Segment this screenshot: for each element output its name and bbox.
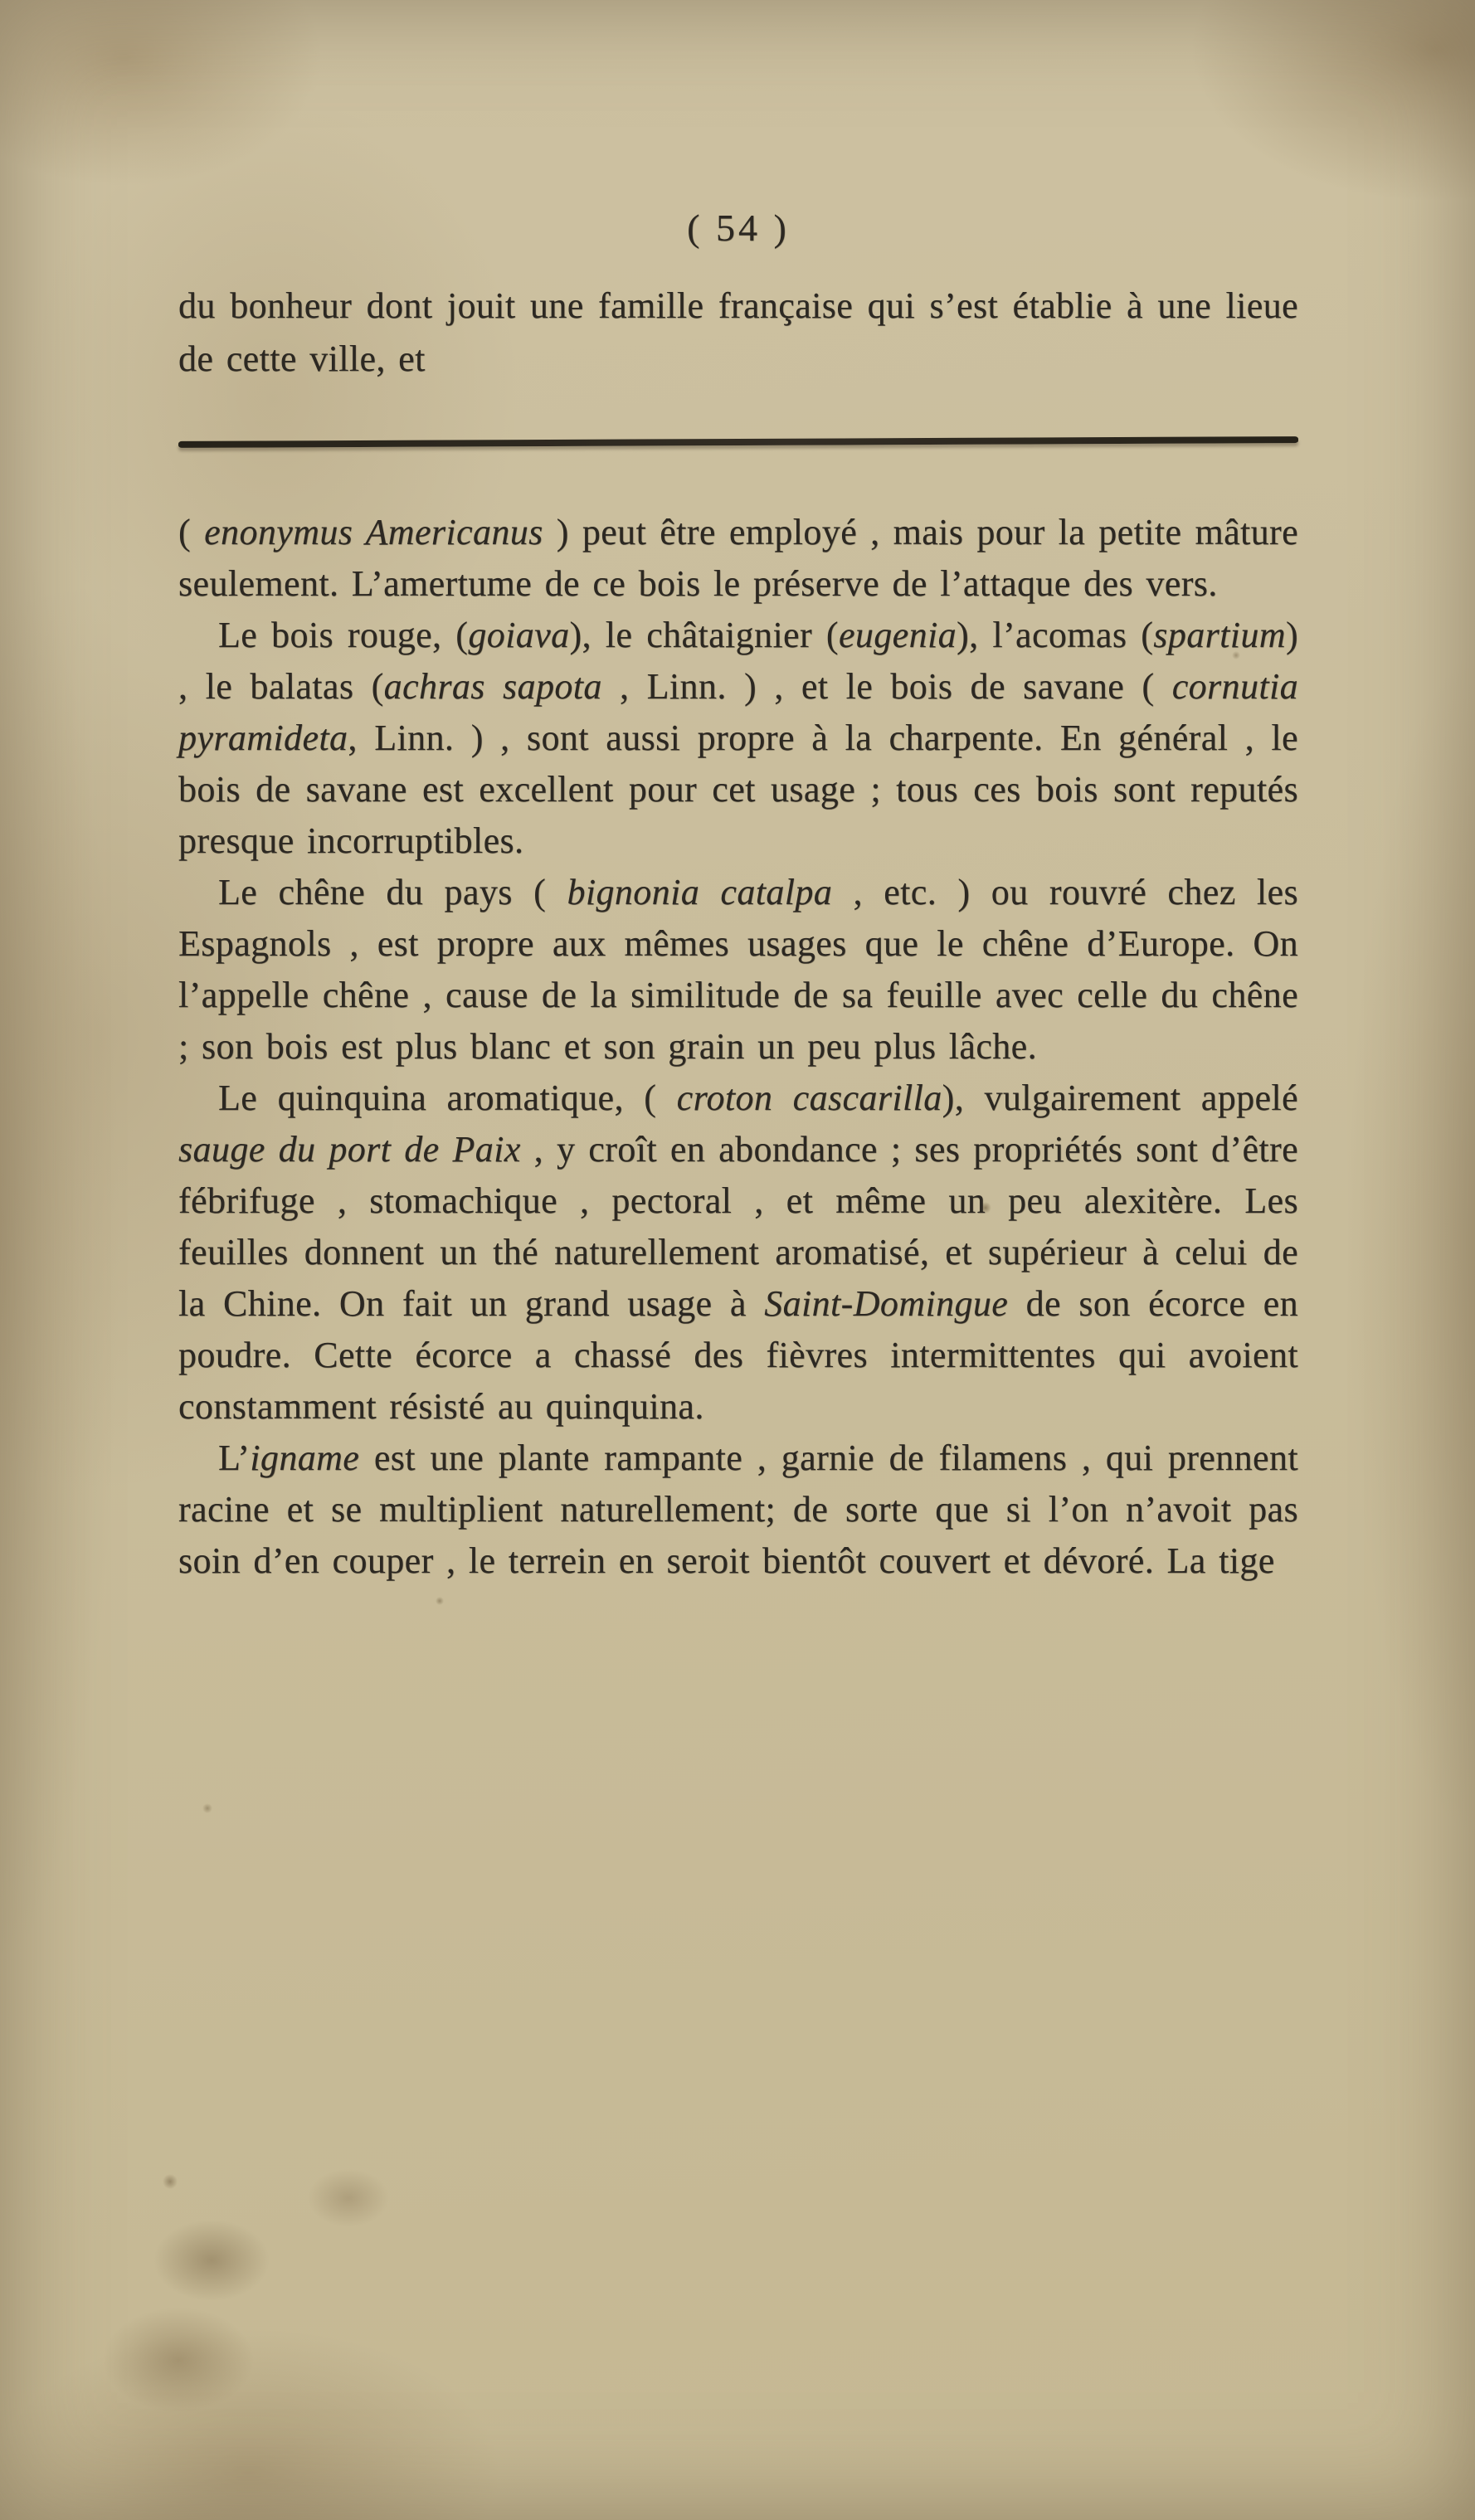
text-run: est une plante rampante , garnie de filamens , qui prennent racine et se multiplient naturellement; de sorte que si l’on n’avoit pas soin d’en couper , le terrein en seroit bientôt couvert et dévoré. La tige: [178, 1438, 1298, 1581]
paragraph: [178, 867, 1298, 1073]
text-run: de son écorce en poudre. Cette écorce a chassé des fièvres intermittentes qui avoient constamment résisté au quinquina.: [178, 1283, 1298, 1427]
text-run: , etc. ) ou rouvré chez les Espagnols , est propre aux mêmes usages que le chêne d’Europe. On l’appelle chêne , cause de la similitude de sa feuille avec celle du chêne ; son bois est plus blanc et son grain un peu plus lâche.: [178, 872, 1299, 1067]
text-run: ), vulgairement appelé: [942, 1078, 1298, 1118]
latin-term: eugenia: [838, 615, 957, 655]
text-run: Le bois rouge, (: [218, 615, 469, 655]
text-run: L’: [218, 1438, 251, 1478]
latin-term: achras sapota: [383, 666, 602, 707]
latin-term: cornutia pyramideta: [178, 666, 1299, 758]
paragraph: [178, 610, 1298, 867]
text-run: Le chêne du pays (: [218, 872, 567, 912]
text-run: ), le châtaignier (: [569, 615, 839, 655]
text-run: ), l’acomas (: [957, 615, 1154, 655]
page-number: ( 54 ): [687, 207, 790, 249]
latin-term: croton cascarilla: [676, 1078, 942, 1118]
text-run: , Linn. ) , sont aussi propre à la charpente. En général , le bois de savane est excellent pour cet usage ; tous ces bois sont reputés presque incorruptibles.: [178, 718, 1298, 861]
section-divider: [178, 436, 1298, 448]
paragraph: [178, 280, 1298, 386]
text-run: , Linn. ) , et le bois de savane (: [601, 666, 1172, 707]
latin-term: Saint-Domingue: [764, 1283, 1009, 1324]
text-run: (: [178, 512, 205, 552]
latin-term: igname: [250, 1438, 360, 1478]
page-content: [178, 206, 1298, 1587]
body-text: [178, 507, 1298, 1587]
paragraph: [178, 1073, 1298, 1433]
latin-term: sauge du port de Paix: [178, 1129, 521, 1170]
text-run: Le quinquina aromatique, (: [218, 1078, 677, 1118]
text-run: du bonheur dont jouit une famille française qui s’est établie à une lieue de cette ville, et: [178, 285, 1298, 379]
latin-term: goiava: [468, 615, 570, 655]
latin-term: bignonia catalpa: [567, 872, 833, 912]
paragraph: [178, 1433, 1298, 1587]
intro-paragraph: [178, 280, 1298, 386]
text-run: , y croît en abondance ; ses propriétés sont d’être fébrifuge , stomachique , pectoral , et même un peu alexitère. Les feuilles donnent un thé naturellement aromatisé, et supérieur à celui de la Chine. On fait un grand usage à: [178, 1129, 1298, 1324]
text-run: ) peut être employé , mais pour la petite mâture seulement. L’amertume de ce bois le préserve de l’attaque des vers.: [178, 512, 1298, 604]
text-run: ) , le balatas (: [178, 615, 1298, 707]
latin-term: enonymus Americanus: [204, 512, 543, 552]
paragraph: [178, 507, 1298, 610]
latin-term: spartium: [1153, 615, 1286, 655]
